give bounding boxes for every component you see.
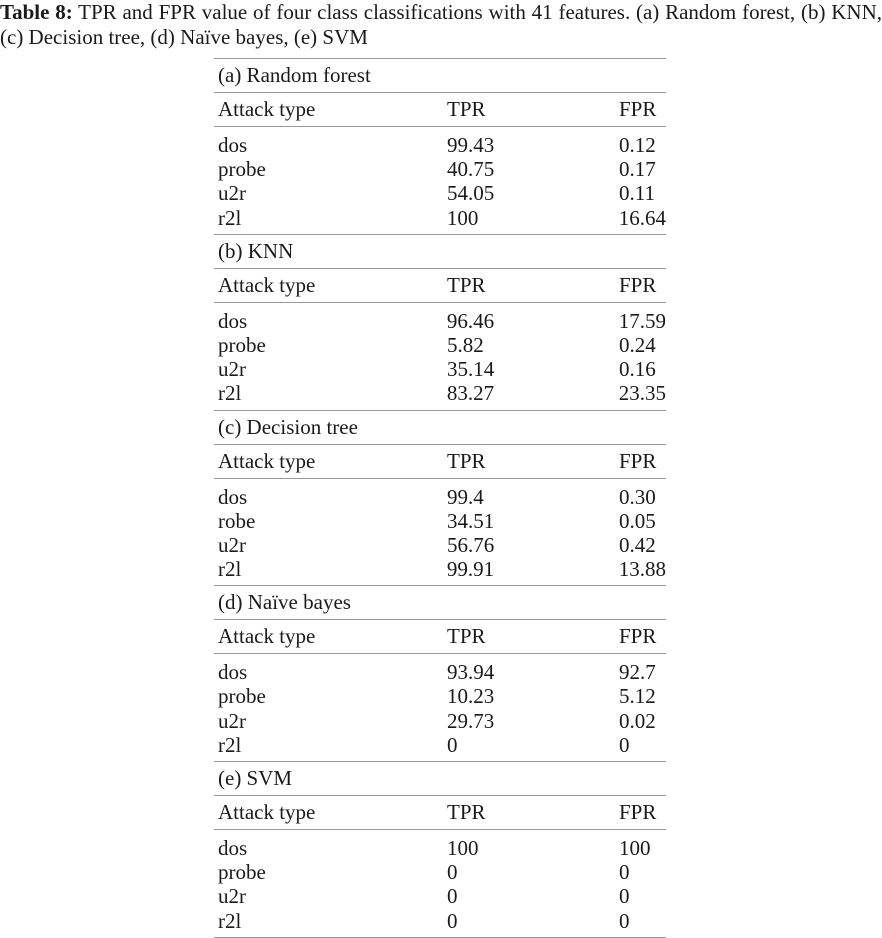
table-row — [214, 485, 666, 509]
cell-tpr: 96.46 — [446, 308, 495, 333]
section-random-forest — [214, 59, 666, 235]
section-decision-tree — [214, 411, 666, 587]
table-row — [214, 157, 666, 181]
cell-attack-type: probe — [218, 684, 266, 709]
cell-tpr: 83.27 — [446, 381, 495, 406]
cell-attack-type: r2l — [218, 205, 242, 230]
table-row — [214, 860, 666, 884]
cell-fpr: 0 — [619, 732, 630, 757]
cell-tpr: 34.51 — [447, 508, 495, 533]
table-body — [214, 127, 666, 235]
cell-attack-type: r2l — [218, 381, 242, 406]
table-row — [214, 684, 666, 708]
cell-fpr: 0.12 — [619, 133, 656, 157]
table-row — [214, 884, 666, 908]
section-title: (a) Random forest — [214, 59, 666, 93]
cell-tpr: 0 — [447, 732, 458, 757]
cell-tpr: 100 — [446, 205, 479, 230]
cell-attack-type: r2l — [218, 908, 242, 933]
section-na-ve-bayes — [214, 586, 666, 762]
cell-attack-type: u2r — [218, 181, 246, 206]
cell-attack-type: dos — [218, 308, 248, 333]
cell-fpr: 16.64 — [618, 205, 666, 230]
cell-attack-type: probe — [218, 157, 266, 182]
cell-tpr: 29.73 — [447, 708, 495, 733]
cell-tpr: 0 — [447, 860, 458, 885]
column-header-attack-type: Attack type — [218, 800, 316, 824]
section-title: (d) Naïve bayes — [214, 586, 666, 620]
cell-tpr: 0 — [447, 884, 458, 909]
column-header-attack-type: Attack type — [218, 272, 316, 297]
cell-fpr: 0.02 — [619, 708, 656, 733]
cell-tpr: 99.91 — [446, 557, 495, 582]
table-row — [214, 733, 666, 757]
column-header-fpr: FPR — [619, 624, 657, 649]
cell-fpr: 23.35 — [618, 381, 666, 406]
cell-attack-type: dos — [218, 836, 248, 860]
cell-tpr: 5.82 — [447, 332, 484, 357]
column-header-tpr: TPR — [447, 272, 486, 297]
cell-attack-type: dos — [218, 133, 248, 157]
cell-fpr: 5.12 — [619, 684, 656, 709]
results-table — [214, 58, 666, 938]
cell-attack-type: robe — [218, 508, 256, 533]
cell-fpr: 17.59 — [618, 308, 666, 333]
column-header-fpr: FPR — [619, 448, 657, 473]
table-caption-label: Table 8: — [0, 0, 73, 24]
cell-fpr: 0 — [619, 908, 630, 933]
cell-attack-type: u2r — [218, 357, 246, 382]
table-row — [214, 333, 666, 357]
cell-attack-type: u2r — [218, 884, 246, 909]
cell-tpr: 99.4 — [447, 484, 484, 509]
cell-fpr: 0.05 — [619, 508, 656, 533]
cell-fpr: 0.24 — [619, 332, 656, 357]
table-body — [214, 303, 666, 411]
cell-attack-type: r2l — [218, 732, 242, 757]
section-title: (c) Decision tree — [214, 411, 666, 445]
cell-tpr: 54.05 — [447, 181, 495, 206]
table-row — [214, 509, 666, 533]
column-header-tpr: TPR — [447, 448, 486, 473]
header-row — [214, 269, 666, 303]
section-title: (e) SVM — [214, 762, 666, 796]
cell-fpr: 13.88 — [618, 557, 666, 582]
table-body — [214, 479, 666, 587]
table-caption-text: TPR and FPR value of four class classifications with 41 features. (a) Random forest, (b) KNN, (c) Decision tree, (d) Naïve bayes, (e) SVM — [0, 0, 882, 49]
cell-fpr: 0.30 — [619, 484, 656, 509]
cell-tpr: 93.94 — [447, 660, 495, 685]
table-row — [214, 309, 666, 333]
cell-fpr: 0.11 — [619, 181, 655, 206]
cell-attack-type: dos — [218, 660, 248, 685]
header-row — [214, 93, 666, 127]
cell-fpr: 0.16 — [619, 357, 656, 382]
cell-attack-type: dos — [218, 484, 248, 509]
column-header-fpr: FPR — [619, 97, 657, 121]
cell-fpr: 92.7 — [619, 660, 656, 685]
cell-tpr: 40.75 — [447, 157, 495, 182]
table-row — [214, 181, 666, 205]
column-header-attack-type: Attack type — [218, 97, 316, 121]
table-row — [214, 381, 666, 405]
table-body — [214, 830, 666, 938]
table-body — [214, 654, 666, 762]
section-title: (b) KNN — [214, 235, 666, 269]
cell-tpr: 10.23 — [447, 684, 495, 709]
table-caption — [0, 0, 882, 50]
column-header-attack-type: Attack type — [218, 448, 316, 473]
cell-attack-type: probe — [218, 860, 266, 885]
cell-fpr: 0 — [619, 884, 630, 909]
cell-tpr: 0 — [447, 908, 458, 933]
header-row — [214, 445, 666, 479]
column-header-tpr: TPR — [447, 624, 486, 649]
cell-tpr: 35.14 — [447, 357, 495, 382]
header-row — [214, 796, 666, 830]
table-row — [214, 709, 666, 733]
table-row — [214, 909, 666, 933]
cell-attack-type: probe — [218, 332, 266, 357]
cell-fpr: 0.17 — [619, 157, 656, 182]
column-header-tpr: TPR — [447, 800, 486, 824]
cell-fpr: 100 — [619, 836, 651, 860]
cell-fpr: 0.42 — [619, 532, 656, 557]
cell-attack-type: u2r — [218, 532, 246, 557]
column-header-attack-type: Attack type — [218, 624, 316, 649]
section-knn — [214, 235, 666, 411]
column-header-tpr: TPR — [447, 97, 486, 121]
cell-tpr: 56.76 — [447, 532, 495, 557]
table-row — [214, 660, 666, 684]
cell-tpr: 100 — [447, 836, 479, 860]
table-row — [214, 357, 666, 381]
cell-tpr: 99.43 — [447, 133, 495, 157]
table-row — [214, 533, 666, 557]
header-row — [214, 620, 666, 654]
cell-attack-type: r2l — [218, 557, 242, 582]
table-row — [214, 133, 666, 157]
table-row — [214, 557, 666, 581]
table-row — [214, 206, 666, 230]
column-header-fpr: FPR — [619, 272, 657, 297]
cell-attack-type: u2r — [218, 708, 246, 733]
section-svm — [214, 762, 666, 938]
table-row — [214, 836, 666, 860]
column-header-fpr: FPR — [619, 800, 657, 824]
cell-fpr: 0 — [619, 860, 630, 885]
